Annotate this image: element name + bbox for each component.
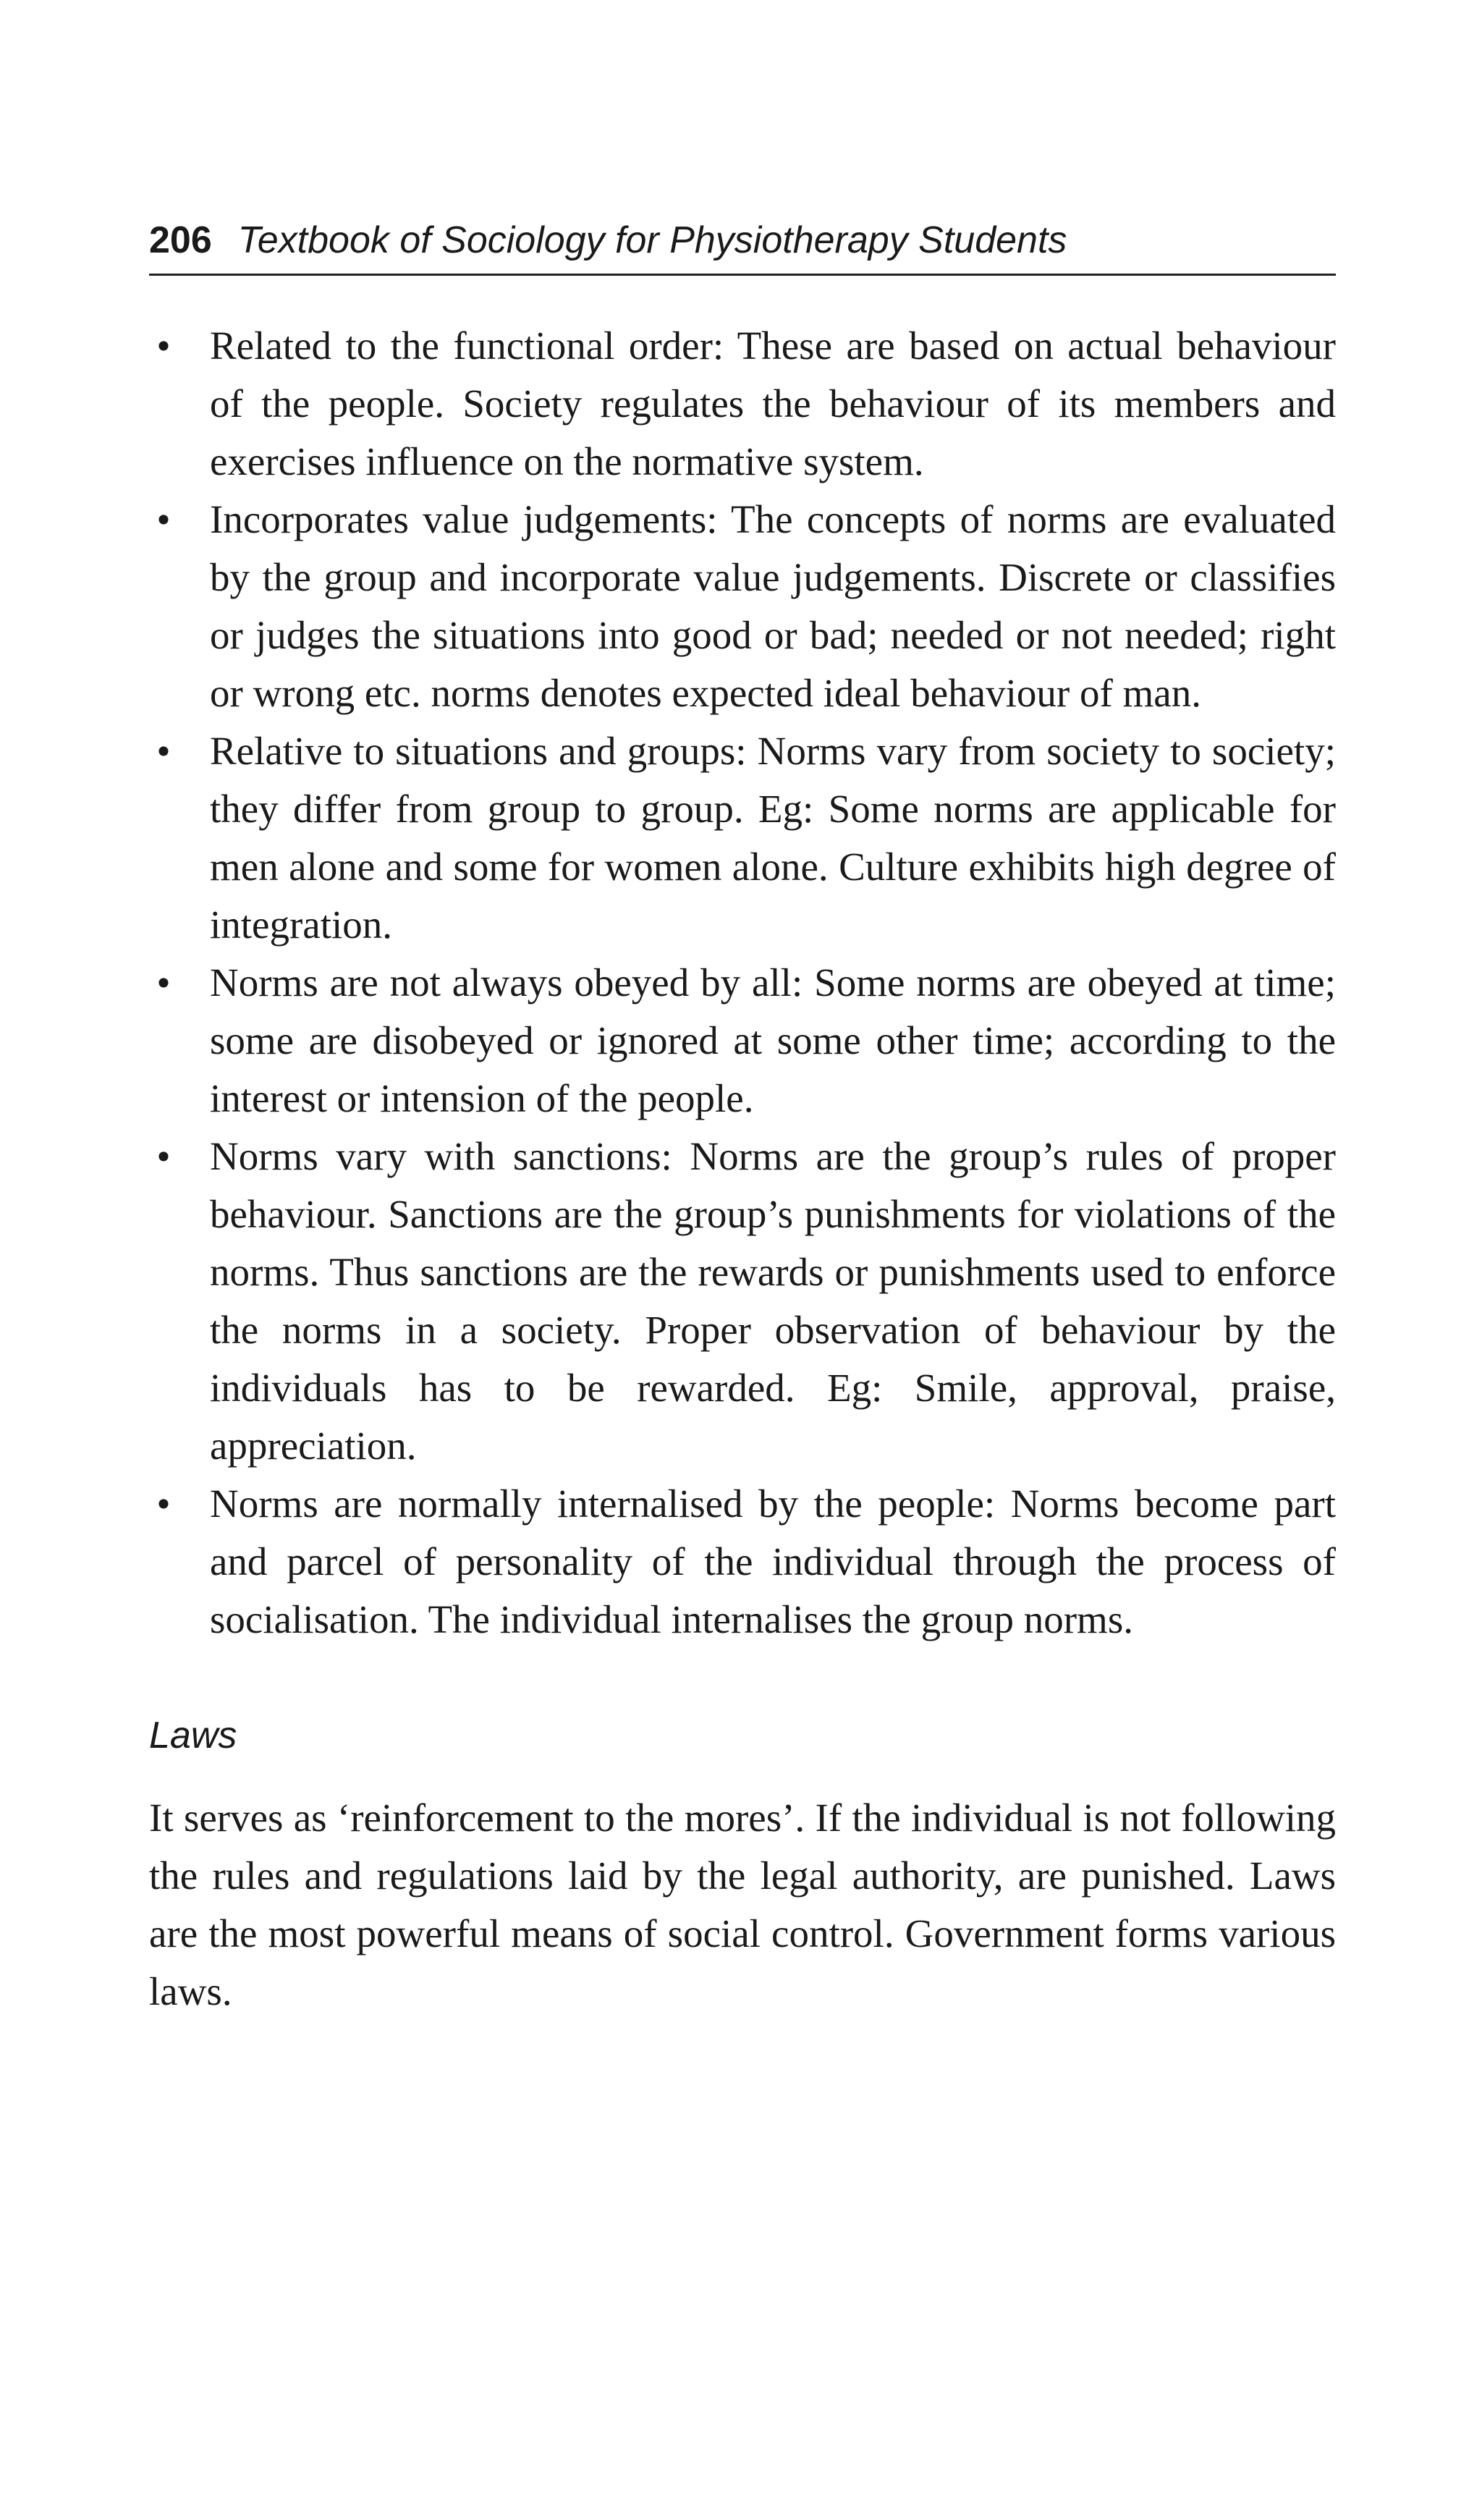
list-item-text: Norms vary with sanctions: Norms are the group’s rules of proper behaviour. Sanctions are the group’s punishments for violations of the norms. Thus sanctions are the rewards or punishments used to enforce the norms in a society. Proper observation of behaviour by the individuals has to be rewarded. Eg: Smile, approval, praise, appreciation. — [210, 1134, 1336, 1468]
bullet-icon: • — [156, 729, 171, 773]
bullet-icon: • — [156, 1134, 171, 1178]
running-head — [149, 219, 1336, 276]
list-item-text: Norms are normally internalised by the people: Norms become part and parcel of personality of the individual through the process of socialisation. The individual internalises the group norms. — [210, 1481, 1336, 1641]
list-item — [149, 1128, 1336, 1475]
list-item-text: Relative to situations and groups: Norms vary from society to society; they differ from group to group. Eg: Some norms are applicable for men alone and some for women alone. Culture exhibits high degree of integration. — [210, 729, 1336, 947]
list-item — [149, 1475, 1336, 1649]
norms-characteristics-list — [149, 317, 1336, 1649]
list-item — [149, 954, 1336, 1128]
list-item-text: Norms are not always obeyed by all: Some norms are obeyed at time; some are disobeyed or ignored at some other time; according to the interest or intension of the people. — [210, 960, 1336, 1120]
bullet-icon: • — [156, 324, 171, 368]
list-item — [149, 317, 1336, 491]
bullet-icon: • — [156, 960, 171, 1005]
section-heading-laws: Laws — [149, 1714, 237, 1756]
list-item — [149, 491, 1336, 722]
list-item — [149, 722, 1336, 954]
list-item-text: Related to the functional order: These are based on actual behaviour of the people. Society regulates the behaviour of its members and exercises influence on the normative system. — [210, 324, 1336, 483]
laws-paragraph: It serves as ‘reinforcement to the mores’. If the individual is not following the rules and regulations laid by the legal authority, are punished. Laws are the most powerful means of social control. Government forms various laws. — [149, 1796, 1336, 2013]
body-content — [149, 317, 1336, 2021]
page-number: 206 — [149, 219, 212, 261]
book-title: Textbook of Sociology for Physiotherapy Students — [237, 219, 1067, 261]
list-item-text: Incorporates value judgements: The concepts of norms are evaluated by the group and incorporate value judgements. Discrete or classifies or judges the situations into good or bad; needed or not needed; right or wrong etc. norms denotes expected ideal behaviour of man. — [210, 497, 1336, 715]
bullet-icon: • — [156, 1481, 171, 1526]
bullet-icon: • — [156, 497, 171, 541]
